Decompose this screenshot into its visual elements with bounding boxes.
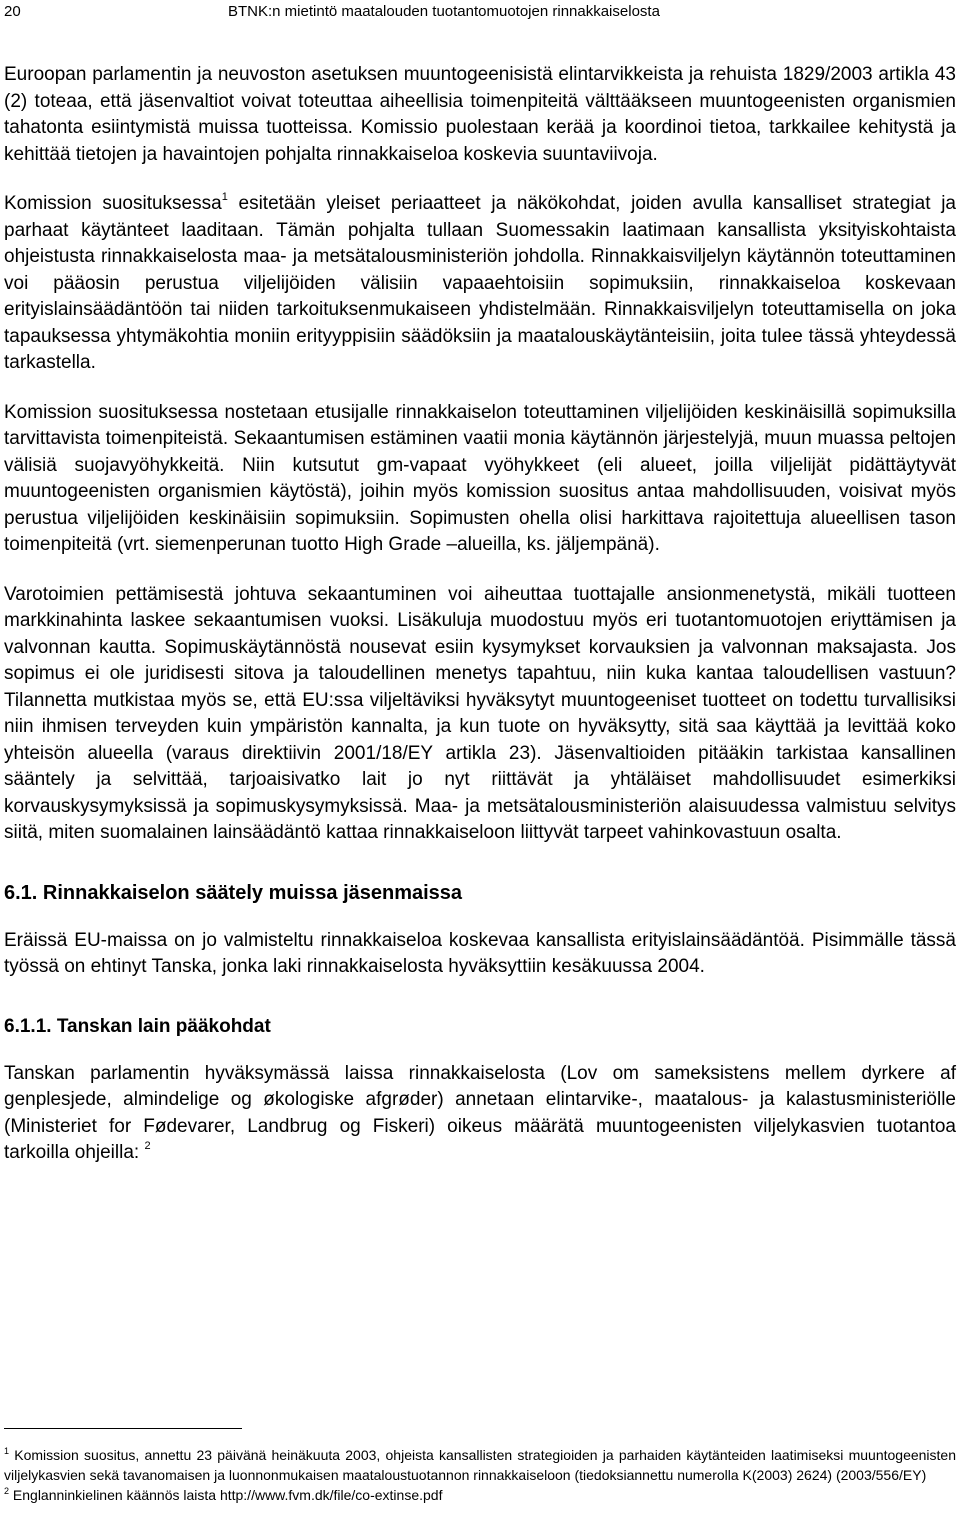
section-heading-6-1: 6.1. Rinnakkaiselon säätely muissa jäsenmaissa — [4, 881, 463, 904]
paragraph-text: Komission suosituksessa — [4, 193, 222, 214]
footnote-divider — [4, 1428, 242, 1429]
paragraph-text: esitetään yleiset periaatteet ja näkökohdat, joiden avulla kansalliset strategiat ja parhaat käytänteet laaditaan. Tämän pohjalta tullaan Suomessakin laatimaan kansallista yksityiskohtaista ohjeistusta rinnakkaiselosta maa- ja metsätalousministeriön johdolla. Rinnakkaisviljelyn käytännön toteuttaminen voi pääosin perustua viljelijöiden välisiin vapaaehtoisiin sopimuksiin, rinnakkaiseloa koskevaan erityislainsäädäntöön tai niiden tarkoituksenmukaiseen yhdistelmään. Rinnakkaisviljelyn toteuttamisella on joka tapauksessa yhtymäkohtia moniin erityyppisiin säädöksiin ja maatalouskäytänteisiin, joita tulee tässä yhteydessä tarkastella. — [4, 193, 956, 373]
paragraph-commission-recommendation — [4, 191, 956, 377]
footnote-text: Englanninkielinen käännös laista http://www.fvm.dk/file/co-extinse.pdf — [9, 1487, 443, 1503]
footnote-ref-1[interactable]: 1 — [221, 191, 228, 203]
page-header — [0, 0, 960, 24]
footnote-ref-2[interactable]: 2 — [144, 1140, 151, 1152]
paragraph-regulation: Euroopan parlamentin ja neuvoston asetuksen muuntogeenisistä elintarvikkeista ja rehuista 1829/2003 artikla 43 (2) toteaa, että jäsenvaltiot voivat toteuttaa aiheellisia toimenpiteitä välttääkseen muuntogeenisten organismien tahatonta esiintymistä muissa tuotteissa. Komissio puolestaan kerää ja koordinoi tietoa, tarkkailee kehitystä ja kehittää tietojen ja havaintojen pohjalta rinnakkaiseloa koskevia suuntaviivoja. — [4, 64, 956, 165]
page-number: 20 — [4, 3, 21, 20]
paragraph-text: Tanskan parlamentin hyväksymässä laissa rinnakkaiselosta (Lov om sameksistens mellem dyrkere af genplesjede, almindelige og økologiske afgrøder) annetaan elintarvike-, maatalous- ja kalastusministeriölle (Ministeriet for Fødevarer, Landbrug og Fiskeri) oikeus määrätä muuntogeenisten viljelykasvien tuotantoa tarkoilla ohjeilla: — [4, 1062, 956, 1163]
paragraph-liability: Varotoimien pettämisestä johtuva sekaantuminen voi aiheuttaa tuottajalle ansionmenetystä, mikäli tuotteen markkinahinta laskee sekaantumisen vuoksi. Lisäkuluja muodostuu myös eri tuotantomuotojen eriyttämisen ja valvonnan kautta. Sopimuskäytännöstä nousevat esiin kysymykset korvauksien ja valvonnan maksajasta. Jos sopimus ei ole juridisesti sitova ja taloudellinen menetys tapahtuu, niin kuka kantaa taloudellisen vastuun? Tilannetta mutkistaa myös se, että EU:ssa viljeltäviksi hyväksytyt muuntogeeniset tuotteet on todettu turvallisiksi niin ihmisen terveyden kuin ympäristön kannalta, ja kun tuote on hyväksytty, sitä saa käyttää ja levittää koko yhteisön alueella (varaus direktiivin 2001/18/EY artikla 23). Jäsenvaltioiden pitääkin tarkistaa kansallinen sääntely ja selvittää, tarjoaisivatko lait jo nyt riittävät ja yhtäläiset mahdollisuudet esimerkiksi korvauskysymyksissä ja sopimuskysymyksissä. Maa- ja metsätalousministeriön alaisuudessa valmistuu selvitys siitä, miten suomalainen lainsäädäntö kattaa rinnakkaiseloon liittyvät tarpeet vahinkovastuun osalta. — [4, 583, 956, 843]
paragraph-other-member-states: Eräissä EU-maissa on jo valmisteltu rinnakkaiseloa koskevaa kansallista erityislainsäädäntöä. Pisimmälle tässä työssä on ehtinyt Tanska, jonka laki rinnakkaiselosta hyväksyttiin kesäkuussa 2004. — [4, 929, 956, 977]
paragraph-danish-law — [4, 1061, 956, 1167]
footnote-text: Komission suositus, annettu 23 päivänä heinäkuuta 2003, ohjeista kansallisten strategioiden ja parhaiden käytänteiden laatimiseksi muuntogeenisten viljelykasvien sekä tavanomaisen ja luonnonmukaisen maataloustuotannon rinnakkaiseloon (tiedoksiannettu numerolla K(2003) 2624) (2003/556/EY) — [4, 1447, 956, 1483]
document-body — [4, 62, 956, 1190]
running-title: BTNK:n mietintö maatalouden tuotantomuotojen rinnakkaiselosta — [228, 3, 660, 20]
footnote-mark: 2 — [4, 1486, 10, 1496]
footnotes — [4, 1428, 956, 1505]
paragraph-farmer-agreements: Komission suosituksessa nostetaan etusijalle rinnakkaiselon toteuttaminen viljelijöiden keskinäisillä sopimuksilla tarvittavista toimenpiteistä. Sekaantumisen estäminen vaatii monia käytännön järjestelyjä, muun muassa peltojen välisiä suojavyöhykkeitä. Niin kutsutut gm-vapaat vyöhykkeet (eli alueet, joilla viljelijät pidättäytyvät muuntogeenisten organismien käytöstä), joihin myös komission suositus antaa mahdollisuuden, voisivat myös perustua viljelijöiden keskinäisiin sopimuksiin. Sopimusten ohella olisi harkittava rajoitettuja alueellisen tason toimenpiteitä (vrt. siemenperunan tuotto High Grade –alueilla, ks. jäljempänä). — [4, 401, 956, 555]
footnote-1 — [4, 1445, 956, 1485]
section-heading-6-1-1: 6.1.1. Tanskan lain pääkohdat — [4, 1015, 271, 1037]
footnote-2 — [4, 1485, 956, 1505]
footnote-mark: 1 — [4, 1446, 10, 1456]
